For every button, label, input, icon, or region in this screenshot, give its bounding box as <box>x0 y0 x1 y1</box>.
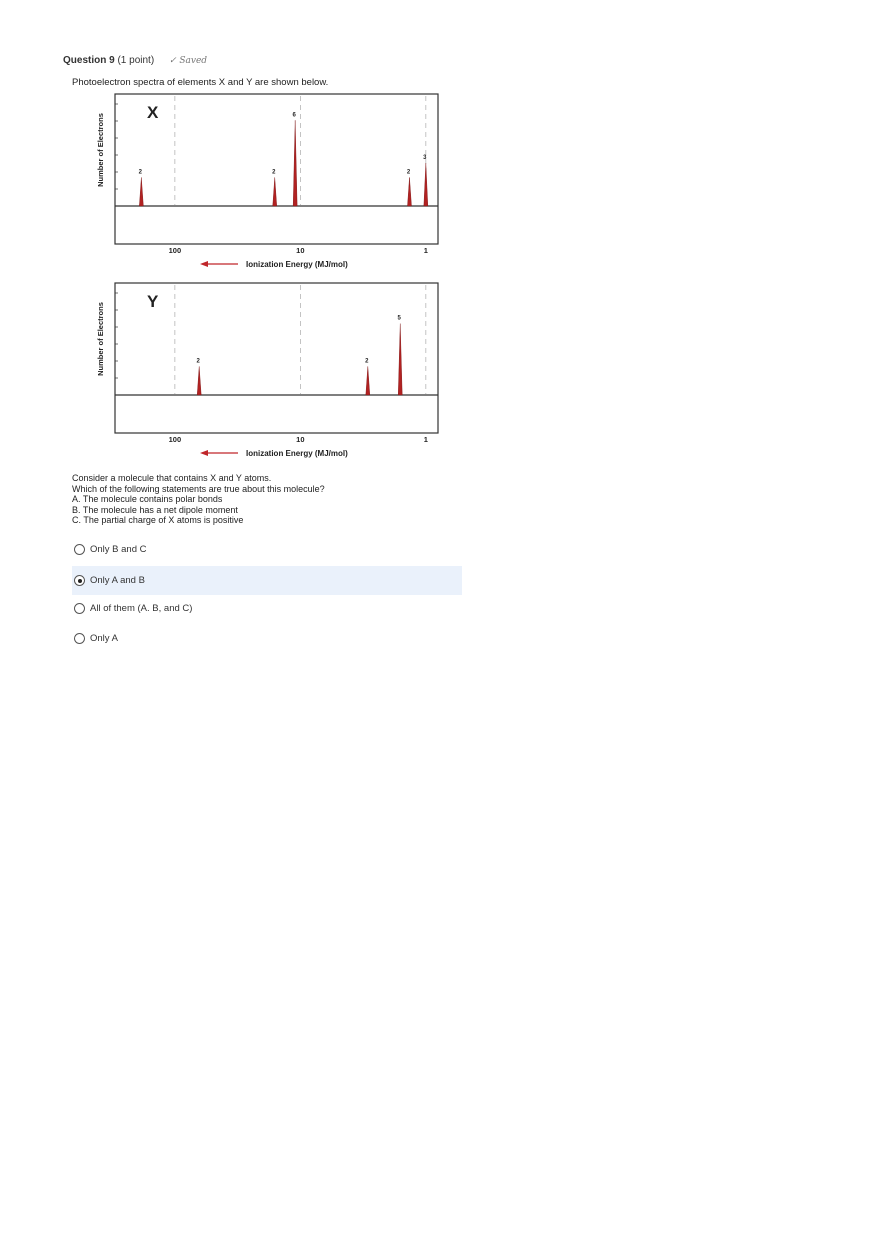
peak <box>407 177 411 206</box>
saved-label: Saved <box>179 56 208 66</box>
answer-label: All of them (A. B, and C) <box>90 603 193 614</box>
answer-label: Only B and C <box>90 544 147 555</box>
body-line: A. The molecule contains polar bonds <box>72 494 223 504</box>
question-title: Question 9 <box>63 55 115 66</box>
y-axis-label: Number of Electrons <box>96 302 105 376</box>
question-prompt: Photoelectron spectra of elements X and Y are shown below. <box>72 77 329 88</box>
body-line: B. The molecule has a net dipole moment <box>72 504 238 515</box>
element-letter: X <box>147 103 159 122</box>
peak <box>398 324 402 395</box>
y-axis-label: Number of Electrons <box>96 113 105 187</box>
check-icon: ✓ <box>168 56 177 66</box>
answer-label: Only A <box>90 633 118 644</box>
peak <box>139 177 143 206</box>
x-tick-label: 1 <box>423 435 428 444</box>
radio-button[interactable] <box>74 575 85 586</box>
peak <box>293 120 297 206</box>
x-axis-label: Ionization Energy (MJ/mol) <box>246 260 348 269</box>
x-axis-label: Ionization Energy (MJ/mol) <box>246 449 348 458</box>
answer-option[interactable] <box>72 535 462 564</box>
energy-arrow-icon <box>200 450 208 456</box>
plot-frame <box>115 283 438 433</box>
question-header <box>63 55 207 66</box>
element-letter: Y <box>147 292 159 311</box>
x-tick-label: 1 <box>423 246 428 255</box>
radio-button[interactable] <box>74 544 85 555</box>
spectrum-svg <box>88 279 448 465</box>
x-tick-label: 100 <box>168 435 182 444</box>
peak-label: 2 <box>365 358 369 365</box>
answer-option[interactable] <box>72 594 462 623</box>
peak-label: 2 <box>406 169 411 176</box>
peak-label: 3 <box>423 155 427 162</box>
answer-label: Only A and B <box>90 575 145 586</box>
peak <box>197 366 201 395</box>
peak-label: 5 <box>397 315 401 322</box>
question-body <box>72 473 325 526</box>
peak-label: 2 <box>196 358 200 365</box>
answer-option[interactable] <box>72 566 462 595</box>
spectrum-y-chart <box>88 279 448 465</box>
x-tick-label: 100 <box>168 246 182 255</box>
radio-button[interactable] <box>74 603 85 614</box>
peak-label: 6 <box>292 112 296 119</box>
energy-arrow-icon <box>200 261 208 267</box>
peak <box>273 177 277 206</box>
radio-button[interactable] <box>74 633 85 644</box>
x-tick-label: 10 <box>296 246 305 255</box>
question-points: (1 point) <box>117 55 155 66</box>
x-tick-label: 10 <box>296 435 305 444</box>
saved-status <box>169 56 207 66</box>
peak <box>424 163 428 206</box>
body-line: C. The partial charge of X atoms is positive <box>72 515 244 525</box>
peak-label: 2 <box>138 169 143 176</box>
plot-frame <box>115 94 438 244</box>
answer-option[interactable] <box>72 624 462 653</box>
peak-label: 2 <box>272 169 276 176</box>
body-line: Consider a molecule that contains X and Y atoms. <box>72 473 272 483</box>
spectrum-svg <box>88 90 448 276</box>
peak <box>366 366 370 395</box>
spectrum-x-chart <box>88 90 448 276</box>
body-line: Which of the following statements are true about this molecule? <box>72 483 325 494</box>
